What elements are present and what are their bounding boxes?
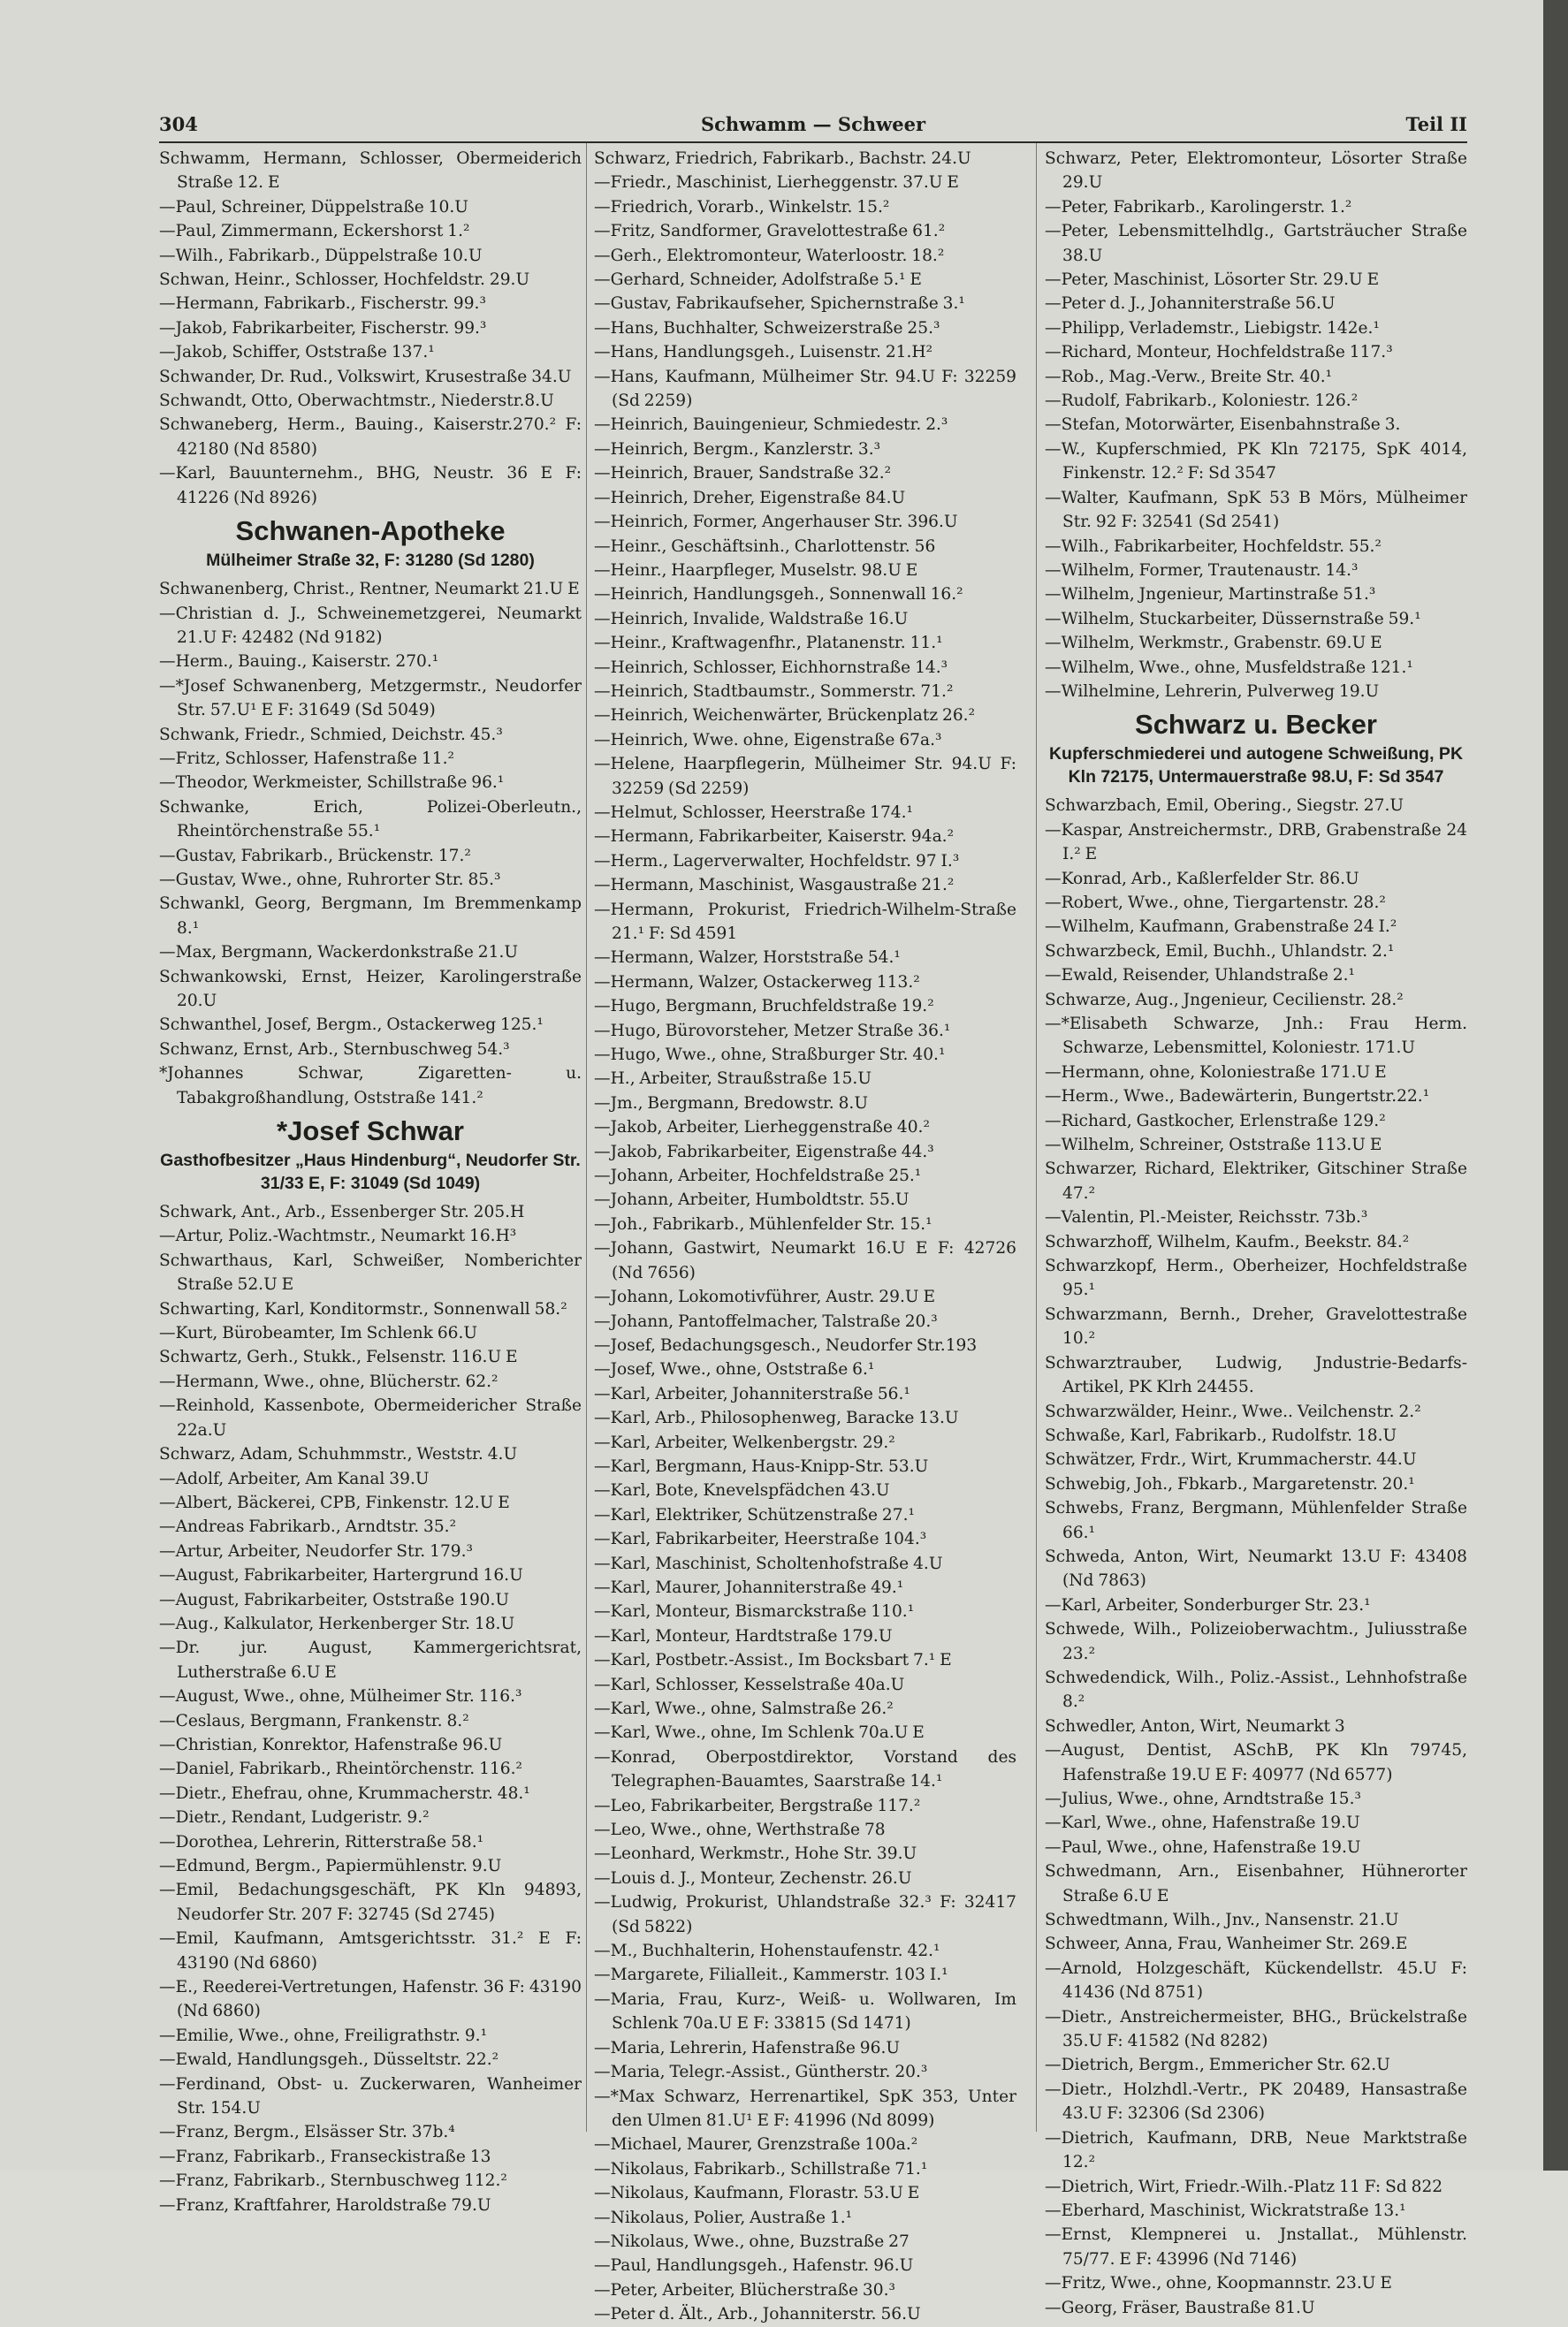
running-title: Schwamm — Schweer: [700, 113, 926, 135]
directory-entry: Schwankowski, Ernst, Heizer, Karolingerstraße 20.U: [159, 967, 582, 1010]
directory-entry: —Walter, Kaufmann, SpK 53 B Mörs, Mülheimer Str. 92 F: 32541 (Sd 2541): [1045, 488, 1467, 532]
directory-entry: —Nikolaus, Fabrikarb., Schillstraße 71.¹: [594, 2159, 928, 2179]
directory-entry: Schwarzer, Richard, Elektriker, Gitschiner Straße 47.²: [1045, 1160, 1467, 1203]
directory-entry: —Jakob, Arbeiter, Lierheggenstraße 40.²: [594, 1118, 930, 1137]
directory-entry: —Gustav, Fabrikaufseher, Spichernstraße 3.¹: [594, 294, 965, 314]
directory-entry: —Heinrich, Brauer, Sandstraße 32.²: [594, 464, 892, 483]
directory-entry: —Hermann, Walzer, Ostackerweg 113.²: [594, 972, 920, 992]
directory-entry: —Louis d. J., Monteur, Zechenstr. 26.U: [594, 1868, 912, 1888]
advertisement-title: Schwanen-Apotheke: [235, 515, 506, 547]
directory-entry: —Theodor, Werkmeister, Schillstraße 96.¹: [159, 773, 505, 793]
directory-entry: —M., Buchhalterin, Hohenstaufenstr. 42.¹: [594, 1942, 940, 1961]
directory-entry: —Heinrich, Invalide, Waldstraße 16.U: [594, 609, 909, 628]
directory-entry: —Heinrich, Bergm., Kanzlerstr. 3.³: [594, 439, 881, 459]
directory-entry: —Karl, Bergmann, Haus-Knipp-Str. 53.U: [594, 1456, 929, 1476]
directory-entry: —Karl, Arbeiter, Sonderburger Str. 23.¹: [1045, 1595, 1371, 1615]
directory-entry: Schweda, Anton, Wirt, Neumarkt 13.U F: 43408 (Nd 7863): [1045, 1547, 1467, 1591]
directory-entry: —Paul, Schreiner, Düppelstraße 10.U: [159, 197, 468, 217]
directory-entry: —Heinrich, Bauingenieur, Schmiedestr. 2.³: [594, 415, 948, 435]
directory-entry: —Rudolf, Fabrikarb., Koloniestr. 126.²: [1045, 392, 1359, 411]
directory-entry: —Heinrich, Schlosser, Eichhornstraße 14.³: [594, 658, 948, 677]
directory-entry: —Johann, Arbeiter, Hochfeldstraße 25.¹: [594, 1167, 922, 1186]
directory-entry: —W., Kupferschmied, PK Kln 72175, SpK 4014, Finkenstr. 12.² F: Sd 3547: [1045, 439, 1467, 483]
directory-entry: —Johann, Pantoffelmacher, Talstraße 20.³: [594, 1312, 938, 1331]
directory-entry: —Wilhelm, Former, Trautenaustr. 14.³: [1045, 560, 1359, 580]
directory-entry: —Gustav, Wwe., ohne, Ruhrorter Str. 85.³: [159, 870, 501, 889]
directory-entry: —Karl, Wwe., ohne, Hafenstraße 19.U: [1045, 1814, 1360, 1833]
directory-entry: —Herm., Lagerverwalter, Hochfeldstr. 97 I.³: [594, 851, 960, 871]
section-label: Teil II: [1405, 113, 1467, 135]
directory-entry: —Peter, Fabrikarb., Karolingerstr. 1.²: [1045, 197, 1352, 217]
directory-entry: —Dietr., Ehefrau, ohne, Krummacherstr. 48.¹: [159, 1783, 530, 1803]
directory-entry: —Wilhelmine, Lehrerin, Pulverweg 19.U: [1045, 681, 1380, 701]
directory-entry: —Margarete, Filialleit., Kammerstr. 103 I.¹: [594, 1966, 948, 1985]
advertisement-detail: Gasthofbesitzer „Haus Hindenburg“, Neudorfer Str. 31/33 E, F: 31049 (Sd 1049): [160, 1151, 581, 1194]
directory-entry: —Hermann, Walzer, Horststraße 54.¹: [594, 948, 901, 968]
directory-entry: —Heinr., Haarpfleger, Muselstr. 98.U E: [594, 560, 918, 580]
directory-entry: —Paul, Wwe., ohne, Hafenstraße 19.U: [1045, 1837, 1361, 1857]
directory-entry: Schwedmann, Arn., Eisenbahner, Hühnerorter Straße 6.U E: [1045, 1862, 1467, 1905]
directory-entry: —Hans, Handlungsgeh., Luisenstr. 21.H²: [594, 343, 933, 362]
directory-entry: —Josef, Wwe., ohne, Oststraße 6.¹: [594, 1360, 875, 1380]
directory-entry: —Stefan, Motorwärter, Eisenbahnstraße 3.: [1045, 415, 1401, 435]
directory-entry: Schweer, Anna, Frau, Wanheimer Str. 269.E: [1045, 1935, 1408, 1954]
directory-entry: —Georg, Fräser, Baustraße 81.U: [1045, 2298, 1315, 2317]
directory-entry: Schwanke, Erich, Polizei-Oberleutn., Rheintörchenstraße 55.¹: [159, 797, 582, 841]
directory-entry: —Arnold, Holzgeschäft, Kückendellstr. 45.U F: 41436 (Nd 8751): [1045, 1958, 1467, 2003]
directory-entry: —Nikolaus, Polier, Austraße 1.¹: [594, 2208, 853, 2227]
directory-entry: —Rob., Mag.-Verw., Breite Str. 40.¹: [1045, 367, 1333, 386]
directory-entry: —Konrad, Arb., Kaßlerfelder Str. 86.U: [1045, 869, 1359, 888]
directory-entry: —Wilh., Fabrikarb., Düppelstraße 10.U: [159, 246, 483, 265]
directory-entry: —Karl, Postbetr.-Assist., Im Bocksbart 7.¹ E: [594, 1651, 952, 1670]
directory-entry: Schwarz, Friedrich, Fabrikarb., Bachstr. 24.U: [594, 149, 971, 168]
directory-entry: —Christian d. J., Schweinemetzgerei, Neumarkt 21.U F: 42482 (Nd 9182): [159, 604, 582, 647]
directory-entry: —August, Fabrikarbeiter, Oststraße 190.U: [159, 1590, 510, 1609]
directory-entry: —Emilie, Wwe., ohne, Freiligrathstr. 9.¹: [159, 2026, 488, 2045]
directory-entry: Schwarzbach, Emil, Obering., Siegstr. 27.U: [1045, 796, 1404, 816]
directory-entry: —Dietrich, Kaufmann, DRB, Neue Marktstraße 12.²: [1045, 2128, 1467, 2172]
directory-entry: —August, Fabrikarbeiter, Hartergrund 16.U: [159, 1566, 523, 1586]
directory-entry: —Hermann, Wwe., ohne, Blücherstr. 62.²: [159, 1372, 499, 1391]
directory-entry: —Ewald, Handlungsgeh., Düsseltstr. 22.²: [159, 2050, 499, 2070]
directory-entry: —Paul, Zimmermann, Eckershorst 1.²: [159, 222, 470, 241]
directory-entry: —Heinrich, Wwe. ohne, Eigenstraße 67a.³: [594, 730, 942, 749]
advertisement-title: Schwarz u. Becker: [1135, 709, 1377, 741]
directory-entry: —Artur, Poliz.-Wachtmstr., Neumarkt 16.H³: [159, 1227, 517, 1246]
directory-entry: Schwaße, Karl, Fabrikarb., Rudolfstr. 18.U: [1045, 1426, 1397, 1445]
directory-entry: —Kaspar, Anstreichermstr., DRB, Grabenstraße 24 I.² E: [1045, 820, 1467, 864]
directory-entry: —Gerh., Elektromonteur, Waterloostr. 18.²: [594, 246, 945, 265]
directory-entry: —Fritz, Sandformer, Gravelottestraße 61.²: [594, 222, 946, 241]
column-divider: [586, 143, 587, 2132]
directory-entry: Schwarzbeck, Emil, Buchh., Uhlandstr. 2.¹: [1045, 941, 1395, 961]
directory-entry: Schwaneberg, Herm., Bauing., Kaiserstr.270.² F: 42180 (Nd 8580): [159, 415, 582, 459]
directory-entry: —Franz, Fabrikarb., Franseckistraße 13: [159, 2147, 491, 2166]
directory-column-3: [1045, 147, 1467, 2317]
directory-entry: —Karl, Arbeiter, Johanniterstraße 56.¹: [594, 1384, 910, 1403]
directory-entry: —Hermann, ohne, Koloniestraße 171.U E: [1045, 1062, 1387, 1082]
directory-entry: —Ferdinand, Obst- u. Zuckerwaren, Wanheimer Str. 154.U: [159, 2074, 582, 2118]
directory-entry: Schwamm, Hermann, Schlosser, Obermeiderich Straße 12. E: [159, 149, 582, 193]
directory-entry: —Jm., Bergmann, Bredowstr. 8.U: [594, 1093, 869, 1113]
directory-entry: —Ceslaus, Bergmann, Frankenstr. 8.²: [159, 1711, 469, 1730]
directory-entry: Schwede, Wilh., Polizeioberwachtm., Juliusstraße 23.²: [1045, 1620, 1467, 1663]
directory-entry: —Konrad, Oberpostdirektor, Vorstand des Telegraphen-Bauamtes, Saarstraße 14.¹: [594, 1747, 1016, 1791]
directory-entry: —Hugo, Wwe., ohne, Straßburger Str. 40.¹: [594, 1046, 946, 1065]
scan-edge-strip: [1543, 0, 1568, 2171]
directory-entry: —Artur, Arbeiter, Neudorfer Str. 179.³: [159, 1541, 473, 1561]
directory-entry: —Franz, Kraftfahrer, Haroldstraße 79.U: [159, 2195, 491, 2215]
directory-entry: —Karl, Wwe., ohne, Im Schlenk 70a.U E: [594, 1723, 925, 1743]
directory-entry: —Wilhelm, Wwe., ohne, Musfeldstraße 121.¹: [1045, 658, 1413, 677]
directory-entry: —Andreas Fabrikarb., Arndtstr. 35.²: [159, 1517, 457, 1537]
directory-entry: —Helmut, Schlosser, Heerstraße 174.¹: [594, 802, 913, 822]
directory-entry: —Jakob, Schiffer, Oststraße 137.¹: [159, 343, 435, 362]
directory-entry: —Maria, Frau, Kurz-, Weiß- u. Wollwaren, Im Schlenk 70a.U E F: 33815 (Sd 1471): [594, 1989, 1016, 2034]
directory-entry: —Hans, Buchhalter, Schweizerstraße 25.³: [594, 318, 940, 338]
directory-entry: —Peter, Arbeiter, Blücherstraße 30.³: [594, 2280, 895, 2300]
directory-entry: —Nikolaus, Kaufmann, Florastr. 53.U E: [594, 2184, 920, 2203]
directory-entry: —Daniel, Fabrikarb., Rheintörchenstr. 116.²: [159, 1760, 522, 1779]
directory-entry: Schwarting, Karl, Konditormstr., Sonnenwall 58.²: [159, 1299, 567, 1319]
directory-entry: —Wilhelm, Kaufmann, Grabenstraße 24 I.²: [1045, 917, 1397, 937]
directory-entry: —Herm., Bauing., Kaiserstr. 270.¹: [159, 652, 439, 672]
directory-entry: —Edmund, Bergm., Papiermühlenstr. 9.U: [159, 1857, 502, 1875]
directory-entry: —Ewald, Reisender, Uhlandstraße 2.¹: [1045, 966, 1355, 985]
directory-entry: Schwarz, Peter, Elektromonteur, Lösorter Straße 29.U: [1045, 149, 1467, 193]
directory-entry: —Johann, Gastwirt, Neumarkt 16.U E F: 42726 (Nd 7656): [594, 1239, 1016, 1282]
page-number: 304: [159, 113, 198, 135]
directory-entry: Schwark, Ant., Arb., Essenberger Str. 205.H: [159, 1203, 525, 1222]
directory-entry: —Gerhard, Schneider, Adolfstraße 5.¹ E: [594, 270, 922, 290]
directory-entry: —Ernst, Klempnerei u. Jnstallat., Mühlenstr. 75/77. E F: 43996 (Nd 7146): [1045, 2225, 1467, 2269]
directory-entry: —Wilhelm, Schreiner, Oststraße 113.U E: [1045, 1136, 1382, 1155]
directory-entry: Schwan, Heinr., Schlosser, Hochfeldstr. 29.U: [159, 270, 530, 290]
directory-entry: —Joh., Fabrikarb., Mühlenfelder Str. 15.¹: [594, 1214, 932, 1234]
directory-entry: —Maria, Lehrerin, Hafenstraße 96.U: [594, 2038, 901, 2057]
directory-entry: —*Josef Schwanenberg, Metzgermstr., Neudorfer Str. 57.U¹ E F: 31649 (Sd 5049): [159, 676, 582, 720]
directory-entry: —Dietr., Holzhdl.-Vertr., PK 20489, Hansastraße 43.U F: 32306 (Sd 2306): [1045, 2080, 1467, 2124]
directory-entry: —Friedrich, Vorarb., Winkelstr. 15.²: [594, 197, 890, 217]
directory-entry: Schwartz, Gerh., Stukk., Felsenstr. 116.U E: [159, 1348, 518, 1367]
directory-entry: —Albert, Bäckerei, CPB, Finkenstr. 12.U E: [159, 1493, 510, 1512]
directory-entry: —Josef, Bedachungsgesch., Neudorfer Str.193: [594, 1335, 978, 1355]
directory-entry: —Peter, Lebensmittelhdlg., Gartsträucher Straße 38.U: [1045, 222, 1467, 265]
directory-entry: Schwanthel, Josef, Bergm., Ostackerweg 125.¹: [159, 1015, 544, 1035]
directory-entry: —Emil, Kaufmann, Amtsgerichtsstr. 31.² E F: 43190 (Nd 6860): [159, 1929, 582, 1973]
directory-entry: —Ludwig, Prokurist, Uhlandstraße 32.³ F: 32417 (Sd 5822): [594, 1893, 1016, 1936]
directory-entry: Schwätzer, Frdr., Wirt, Krummacherstr. 44.U: [1045, 1450, 1417, 1470]
directory-entry: —Hermann, Maschinist, Wasgaustraße 21.²: [594, 876, 955, 895]
directory-entry: —Fritz, Wwe., ohne, Koopmannstr. 23.U E: [1045, 2274, 1392, 2293]
directory-entry: —Karl, Maschinist, Scholtenhofstraße 4.U: [594, 1554, 943, 1573]
directory-entry: —Hans, Kaufmann, Mülheimer Str. 94.U F: 32259 (Sd 2259): [594, 367, 1016, 411]
directory-entry: —Maria, Telegr.-Assist., Güntherstr. 20.³: [594, 2063, 928, 2082]
advertisement-title: *Josef Schwar: [277, 1115, 464, 1147]
directory-entry: —August, Dentist, ASchB, PK Kln 79745, Hafenstraße 19.U E F: 40977 (Nd 6577): [1045, 1741, 1467, 1784]
directory-entry: Schwarzwälder, Heinr., Wwe.. Veilchenstr. 2.²: [1045, 1402, 1421, 1421]
directory-entry: —Johann, Lokomotivführer, Austr. 29.U E: [594, 1288, 936, 1307]
directory-entry: —Wilhelm, Werkmstr., Grabenstr. 69.U E: [1045, 634, 1382, 653]
directory-entry: —Hermann, Fabrikarb., Fischerstr. 99.³: [159, 294, 486, 314]
directory-entry: Schwarzhoff, Wilhelm, Kaufm., Beekstr. 84.²: [1045, 1232, 1410, 1251]
directory-entry: —Emil, Bedachungsgeschäft, PK Kln 94893, Neudorfer Str. 207 F: 32745 (Sd 2745): [159, 1881, 582, 1924]
directory-entry: —Nikolaus, Wwe., ohne, Buzstraße 27: [594, 2232, 910, 2251]
directory-entry: *Johannes Schwar, Zigaretten- u. Tabakgroßhandlung, Oststraße 141.²: [159, 1064, 582, 1107]
directory-entry: —Dorothea, Lehrerin, Ritterstraße 58.¹: [159, 1832, 484, 1852]
directory-entry: —Paul, Handlungsgeh., Hafenstr. 96.U: [594, 2256, 914, 2276]
page-header: [159, 113, 1467, 145]
directory-entry: —Dietr., Anstreichermeister, BHG., Brückelstraße 35.U F: 41582 (Nd 8282): [1045, 2007, 1467, 2051]
directory-entry: —Heinrich, Former, Angerhauser Str. 396.U: [594, 513, 958, 532]
directory-entry: Schwander, Dr. Rud., Volkswirt, Krusestraße 34.U: [159, 367, 572, 386]
directory-entry: —Christian, Konrektor, Hafenstraße 96.U: [159, 1735, 503, 1754]
directory-entry: —Leo, Wwe., ohne, Werthstraße 78: [594, 1821, 886, 1840]
directory-entry: —Michael, Maurer, Grenzstraße 100a.²: [594, 2135, 918, 2155]
directory-entry: Schwanenberg, Christ., Rentner, Neumarkt 21.U E: [159, 580, 580, 599]
directory-entry: —Aug., Kalkulator, Herkenberger Str. 18.U: [159, 1614, 515, 1633]
directory-entry: —Karl, Wwe., ohne, Salmstraße 26.²: [594, 1700, 894, 1718]
directory-entry: Schwebs, Franz, Bergmann, Mühlenfelder Straße 66.¹: [1045, 1499, 1467, 1542]
directory-entry: —Robert, Wwe., ohne, Tiergartenstr. 28.²: [1045, 893, 1386, 912]
directory-column-1: [159, 147, 582, 2215]
header-rule: [159, 141, 1467, 143]
directory-entry: —Johann, Arbeiter, Humboldtstr. 55.U: [594, 1190, 910, 1210]
display-advertisement: [1045, 703, 1467, 794]
directory-entry: Schwanz, Ernst, Arb., Sternbuschweg 54.³: [159, 1039, 510, 1059]
directory-entry: Schwarze, Aug., Jngenieur, Cecilienstr. 28.²: [1045, 990, 1404, 1009]
directory-entry: —Leo, Fabrikarbeiter, Bergstraße 117.²: [594, 1796, 921, 1815]
directory-entry: —Peter d. Ält., Arb., Johanniterstr. 56.U: [594, 2305, 921, 2324]
directory-entry: —Fritz, Schlosser, Hafenstraße 11.²: [159, 749, 454, 768]
directory-entry: —Leonhard, Werkmstr., Hohe Str. 39.U: [594, 1844, 917, 1864]
directory-entry: —Dietr., Rendant, Ludgeristr. 9.²: [159, 1808, 430, 1828]
directory-entry: —Max, Bergmann, Wackerdonkstraße 21.U: [159, 943, 519, 962]
directory-entry: —Heinr., Kraftwagenfhr., Platanenstr. 11.¹: [594, 634, 943, 653]
directory-entry: —Wilhelm, Stuckarbeiter, Düssernstraße 59.¹: [1045, 609, 1421, 628]
directory-entry: —Heinrich, Dreher, Eigenstraße 84.U: [594, 488, 906, 507]
directory-entry: —Philipp, Verlademstr., Liebigstr. 142e.¹: [1045, 318, 1380, 338]
directory-entry: —Dietrich, Bergm., Emmericher Str. 62.U: [1045, 2056, 1390, 2075]
directory-entry: —Richard, Gastkocher, Erlenstraße 129.²: [1045, 1111, 1386, 1130]
directory-entry: Schwarzkopf, Herm., Oberheizer, Hochfeldstraße 95.¹: [1045, 1257, 1467, 1300]
directory-entry: —Franz, Fabrikarb., Sternbuschweg 112.²: [159, 2171, 507, 2191]
directory-entry: —Hermann, Fabrikarbeiter, Kaiserstr. 94a.²: [594, 827, 955, 847]
directory-entry: —Friedr., Maschinist, Lierheggenstr. 37.U E: [594, 173, 959, 193]
directory-entry: —Gustav, Fabrikarb., Brückenstr. 17.²: [159, 846, 471, 865]
directory-entry: —Karl, Bote, Knevelspfädchen 43.U: [594, 1481, 890, 1501]
directory-entry: —Karl, Arbeiter, Welkenbergstr. 29.²: [594, 1433, 895, 1452]
directory-entry: Schwarthaus, Karl, Schweißer, Nomberichter Straße 52.U E: [159, 1251, 582, 1295]
display-advertisement: [159, 510, 582, 577]
directory-entry: —Kurt, Bürobeamter, Im Schlenk 66.U: [159, 1324, 478, 1343]
display-advertisement: [159, 1110, 582, 1200]
directory-entry: —Karl, Maurer, Johanniterstraße 49.¹: [594, 1578, 904, 1597]
directory-entry: Schwedendick, Wilh., Poliz.-Assist., Lehnhofstraße 8.²: [1045, 1668, 1467, 1712]
directory-entry: —August, Wwe., ohne, Mülheimer Str. 116.³: [159, 1687, 522, 1707]
directory-entry: Schwarz, Adam, Schuhmmstr., Weststr. 4.U: [159, 1445, 518, 1464]
directory-entry: Schwebig, Joh., Fbkarb., Margaretenstr. 20.¹: [1045, 1474, 1415, 1494]
directory-entry: —Eberhard, Maschinist, Wickratstraße 13.¹: [1045, 2201, 1406, 2220]
directory-entry: —Wilh., Fabrikarbeiter, Hochfeldstr. 55.²: [1045, 536, 1382, 556]
directory-entry: —Franz, Bergm., Elsässer Str. 37b.⁴: [159, 2123, 455, 2142]
advertisement-detail: Mülheimer Straße 32, F: 31280 (Sd 1280): [206, 551, 535, 571]
directory-entry: Schwarztrauber, Ludwig, Jndustrie-Bedarfs-Artikel, PK Klrh 24455.: [1045, 1353, 1467, 1397]
directory-entry: Schwarzmann, Bernh., Dreher, Gravelottestraße 10.²: [1045, 1304, 1467, 1349]
directory-entry: —E., Reederei-Vertretungen, Hafenstr. 36 F: 43190 (Nd 6860): [159, 1978, 582, 2021]
directory-entry: —Adolf, Arbeiter, Am Kanal 39.U: [159, 1469, 430, 1488]
directory-entry: —Helene, Haarpflegerin, Mülheimer Str. 94.U F: 32259 (Sd 2259): [594, 755, 1016, 798]
directory-entry: —Jakob, Fabrikarbeiter, Eigenstraße 44.³: [594, 1142, 934, 1161]
directory-entry: —Richard, Monteur, Hochfeldstraße 117.³: [1045, 343, 1393, 362]
directory-entry: —*Max Schwarz, Herrenartikel, SpK 353, Unter den Ulmen 81.U¹ E F: 41996 (Nd 8099): [594, 2087, 1016, 2130]
directory-entry: —Dietrich, Wirt, Friedr.-Wilh.-Platz 11 F: Sd 822: [1045, 2177, 1443, 2196]
directory-entry: —Karl, Elektriker, Schützenstraße 27.¹: [594, 1505, 915, 1525]
directory-entry: —Karl, Fabrikarbeiter, Heerstraße 104.³: [594, 1530, 927, 1549]
directory-entry: —*Elisabeth Schwarze, Jnh.: Frau Herm. Schwarze, Lebensmittel, Koloniestr. 171.U: [1045, 1015, 1467, 1058]
directory-entry: —Karl, Bauunternehm., BHG, Neustr. 36 E F: 41226 (Nd 8926): [159, 464, 582, 507]
directory-entry: —Karl, Monteur, Bismarckstraße 110.¹: [594, 1602, 915, 1622]
directory-entry: Schwankl, Georg, Bergmann, Im Bremmenkamp 8.¹: [159, 894, 582, 938]
directory-entry: Schwedler, Anton, Wirt, Neumarkt 3: [1045, 1716, 1345, 1736]
directory-entry: —Heinrich, Handlungsgeh., Sonnenwall 16.²: [594, 585, 963, 605]
directory-entry: —Heinrich, Stadtbaumstr., Sommerstr. 71.²: [594, 681, 954, 701]
directory-entry: —Heinrich, Weichenwärter, Brückenplatz 26.²: [594, 706, 976, 726]
directory-entry: —Karl, Schlosser, Kesselstraße 40a.U: [594, 1675, 905, 1694]
directory-column-2: [594, 147, 1016, 2324]
directory-entry: —Valentin, Pl.-Meister, Reichsstr. 73b.³: [1045, 1208, 1368, 1228]
directory-entry: —Peter d. J., Johanniterstraße 56.U: [1045, 294, 1336, 314]
directory-entry: —Julius, Wwe., ohne, Arndtstraße 15.³: [1045, 1790, 1361, 1808]
column-divider: [1036, 143, 1037, 2132]
directory-entry: —Wilhelm, Jngenieur, Martinstraße 51.³: [1045, 585, 1376, 605]
directory-entry: —Dr. jur. August, Kammergerichtsrat, Lutherstraße 6.U E: [159, 1639, 582, 1682]
directory-entry: —Heinr., Geschäftsinh., Charlottenstr. 56: [594, 536, 936, 556]
directory-entry: —H., Arbeiter, Straußstraße 15.U: [594, 1069, 872, 1089]
directory-entry: —Herm., Wwe., Badewärterin, Bungertstr.22.¹: [1045, 1087, 1430, 1106]
directory-entry: —Karl, Monteur, Hardtstraße 179.U: [594, 1626, 893, 1646]
directory-entry: Schwank, Friedr., Schmied, Deichstr. 45.³: [159, 725, 503, 744]
directory-entry: —Hugo, Bergmann, Bruchfeldstraße 19.²: [594, 997, 934, 1016]
directory-entry: Schwandt, Otto, Oberwachtmstr., Niederstr.8.U: [159, 392, 554, 411]
directory-entry: —Jakob, Fabrikarbeiter, Fischerstr. 99.³: [159, 318, 487, 338]
directory-entry: —Reinhold, Kassenbote, Obermeidericher Straße 22a.U: [159, 1396, 582, 1440]
directory-entry: —Hermann, Prokurist, Friedrich-Wilhelm-Straße 21.¹ F: Sd 4591: [594, 900, 1016, 943]
advertisement-detail: Kupferschmiederei und autogene Schweißung, PK Kln 72175, Untermauerstraße 98.U, F: Sd 3547: [1048, 744, 1464, 787]
directory-entry: Schwedtmann, Wilh., Jnv., Nansenstr. 21.U: [1045, 1911, 1399, 1930]
directory-entry: —Karl, Arb., Philosophenweg, Baracke 13.U: [594, 1409, 959, 1428]
directory-entry: —Hugo, Bürovorsteher, Metzer Straße 36.¹: [594, 1021, 951, 1040]
directory-entry: —Peter, Maschinist, Lösorter Str. 29.U E: [1045, 270, 1380, 290]
